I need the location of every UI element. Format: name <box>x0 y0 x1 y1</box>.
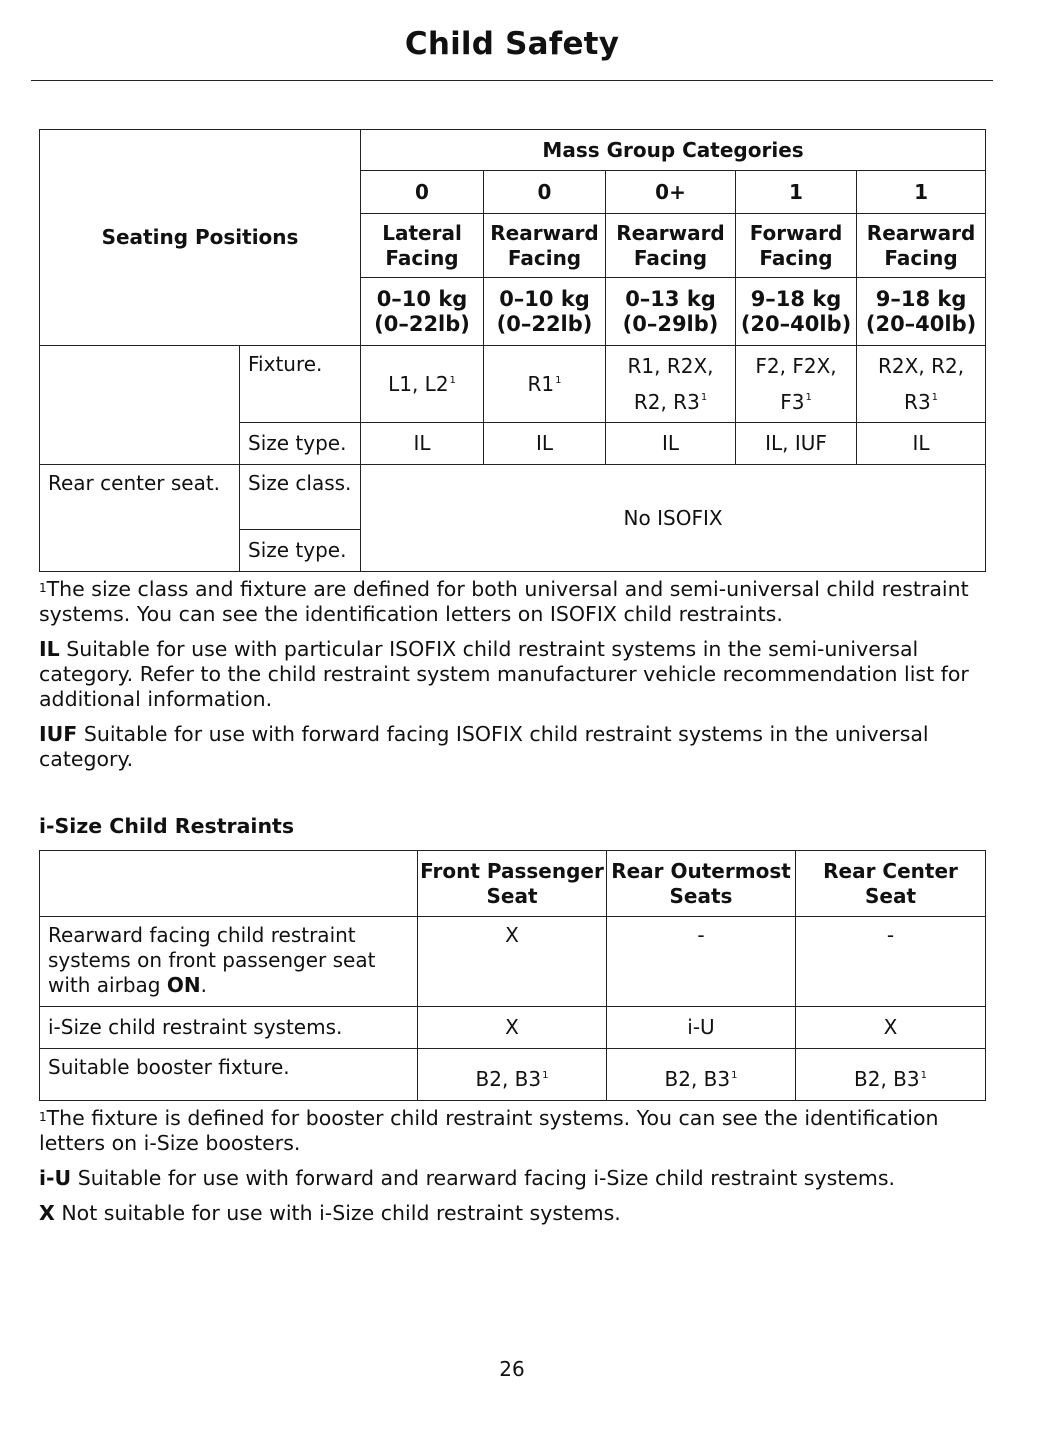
size-type-cell: IL, IUF <box>736 423 857 465</box>
il-definition <box>39 637 989 712</box>
mass-lb: (20–40lb) <box>740 311 852 336</box>
empty-cell <box>40 851 418 917</box>
definition-text: Suitable for use with particular ISOFIX child restraint systems in the semi-universal category. Refer to the child restraint system manufacturer vehicle recommendation list for additional information. <box>39 637 969 711</box>
footnote-ref: 1 <box>931 392 939 403</box>
footnote-ref: 1 <box>805 392 812 403</box>
definition-text: Suitable for use with forward facing ISOFIX child restraint systems in the universal category. <box>39 722 929 771</box>
seating-positions-header: Seating Positions <box>40 130 361 346</box>
size-type-label: Size type. <box>240 423 361 465</box>
footnote-text: The fixture is defined for booster child restraint systems. You can see the identification letters on i-Size boosters. <box>39 1106 939 1155</box>
column-header: Front Passenger Seat <box>418 851 607 917</box>
cell-value: B2, B3 <box>854 1067 920 1091</box>
mass-kg: 9–18 kg <box>750 286 842 311</box>
definition-term: X <box>39 1201 55 1225</box>
fixture-cell <box>484 346 606 423</box>
fixture-cell <box>857 346 986 423</box>
x-definition <box>39 1201 989 1226</box>
mass-lb: (20–40lb) <box>865 311 977 336</box>
group-cell: 0 <box>361 171 484 214</box>
row-label-end: . <box>200 973 207 997</box>
mass-kg: 0–10 kg <box>376 286 468 311</box>
group-cell: 0 <box>484 171 606 214</box>
row-label-text: Rearward facing child restraint systems on front passenger seat with airbag <box>48 923 376 997</box>
footnote-ref: 1 <box>920 1070 927 1081</box>
group-cell: 1 <box>736 171 857 214</box>
page-number: 26 <box>499 1357 525 1381</box>
mass-cell <box>606 278 736 346</box>
direction-cell: Forward Facing <box>736 214 857 278</box>
footnote-ref: 1 <box>542 1070 549 1081</box>
table-cell: X <box>418 917 607 1007</box>
footnote-ref: 1 <box>731 1070 738 1081</box>
column-header: Rear Center Seat <box>796 851 986 917</box>
fixture-value: R2, R3 <box>633 390 700 414</box>
fixture-value: R1, R2X, <box>627 354 714 378</box>
table-cell: i-U <box>607 1007 796 1049</box>
footnote-ref: 1 <box>700 392 708 403</box>
page-title: Child Safety <box>404 26 620 62</box>
size-class-label: Size class. <box>240 465 361 530</box>
iuf-definition <box>39 722 989 772</box>
definition-term: IL <box>39 637 60 661</box>
direction-cell: Rearward Facing <box>606 214 736 278</box>
mass-kg: 0–10 kg <box>499 286 590 311</box>
table-cell: X <box>796 1007 986 1049</box>
footnote-text: The size class and fixture are defined for both universal and semi-universal child restraint systems. You can see the identification letters on ISOFIX child restraints. <box>39 577 969 626</box>
size-type-cell: IL <box>361 423 484 465</box>
row-label: i-Size child restraint systems. <box>40 1007 418 1049</box>
row-label-bold: ON <box>166 973 201 997</box>
mass-cell <box>361 278 484 346</box>
direction-cell: Rearward Facing <box>857 214 986 278</box>
definition-text: Not suitable for use with i-Size child restraint systems. <box>61 1201 621 1225</box>
size-type-cell: IL <box>857 423 986 465</box>
footnote-ref: 1 <box>449 374 456 386</box>
footnote-marker: 1 <box>39 1110 47 1124</box>
mass-kg: 0–13 kg <box>625 286 716 311</box>
rear-center-seat-label: Rear center seat. <box>40 465 240 572</box>
fixture-value: R2X, R2, <box>878 354 965 378</box>
fixture-value: R3 <box>904 390 931 414</box>
fixture-cell <box>606 346 736 423</box>
group-cell: 0+ <box>606 171 736 214</box>
iu-definition <box>39 1166 989 1191</box>
direction-cell: Lateral Facing <box>361 214 484 278</box>
fixture-value: R1 <box>527 371 555 396</box>
mass-cell <box>736 278 857 346</box>
fixture-value: F2, F2X, <box>755 354 837 378</box>
table-cell: X <box>418 1007 607 1049</box>
mass-lb: (0–22lb) <box>496 311 593 336</box>
definition-term: IUF <box>39 722 78 746</box>
mass-cell <box>484 278 606 346</box>
direction-cell: Rearward Facing <box>484 214 606 278</box>
footnote-ref: 1 <box>555 374 562 386</box>
table-cell <box>607 1049 796 1101</box>
group-cell: 1 <box>857 171 986 214</box>
fixture-label: Fixture. <box>240 346 361 423</box>
size-type-cell: IL <box>484 423 606 465</box>
cell-value: B2, B3 <box>475 1067 542 1091</box>
fixture-cell <box>736 346 857 423</box>
table-cell: - <box>607 917 796 1007</box>
no-isofix-cell: No ISOFIX <box>361 465 986 572</box>
fixture-cell <box>361 346 484 423</box>
table-cell: - <box>796 917 986 1007</box>
isofix-table <box>39 129 986 572</box>
fixture-value: L1, L2 <box>388 371 449 396</box>
mass-cell <box>857 278 986 346</box>
column-header: Rear Outermost Seats <box>607 851 796 917</box>
isofix-footnote <box>39 577 989 627</box>
size-type-cell: IL <box>606 423 736 465</box>
mass-group-header: Mass Group Categories <box>361 130 986 171</box>
empty-cell <box>40 346 240 465</box>
row-label <box>40 917 418 1007</box>
cell-value: B2, B3 <box>664 1067 731 1091</box>
row-label: Suitable booster fixture. <box>40 1049 418 1101</box>
mass-lb: (0–29lb) <box>622 311 719 336</box>
definition-text: Suitable for use with forward and rearward facing i-Size child restraint systems. <box>77 1166 896 1190</box>
definition-term: i-U <box>39 1166 72 1190</box>
footnote-marker: 1 <box>39 581 47 595</box>
isize-footnote <box>39 1106 989 1156</box>
title-divider <box>31 80 993 81</box>
mass-lb: (0–22lb) <box>374 311 470 336</box>
fixture-value: F3 <box>780 390 805 414</box>
table-cell <box>418 1049 607 1101</box>
isize-table <box>39 850 986 1101</box>
isize-heading: i-Size Child Restraints <box>39 814 295 838</box>
table-cell <box>796 1049 986 1101</box>
size-type-label: Size type. <box>240 530 361 572</box>
mass-kg: 9–18 kg <box>875 286 967 311</box>
